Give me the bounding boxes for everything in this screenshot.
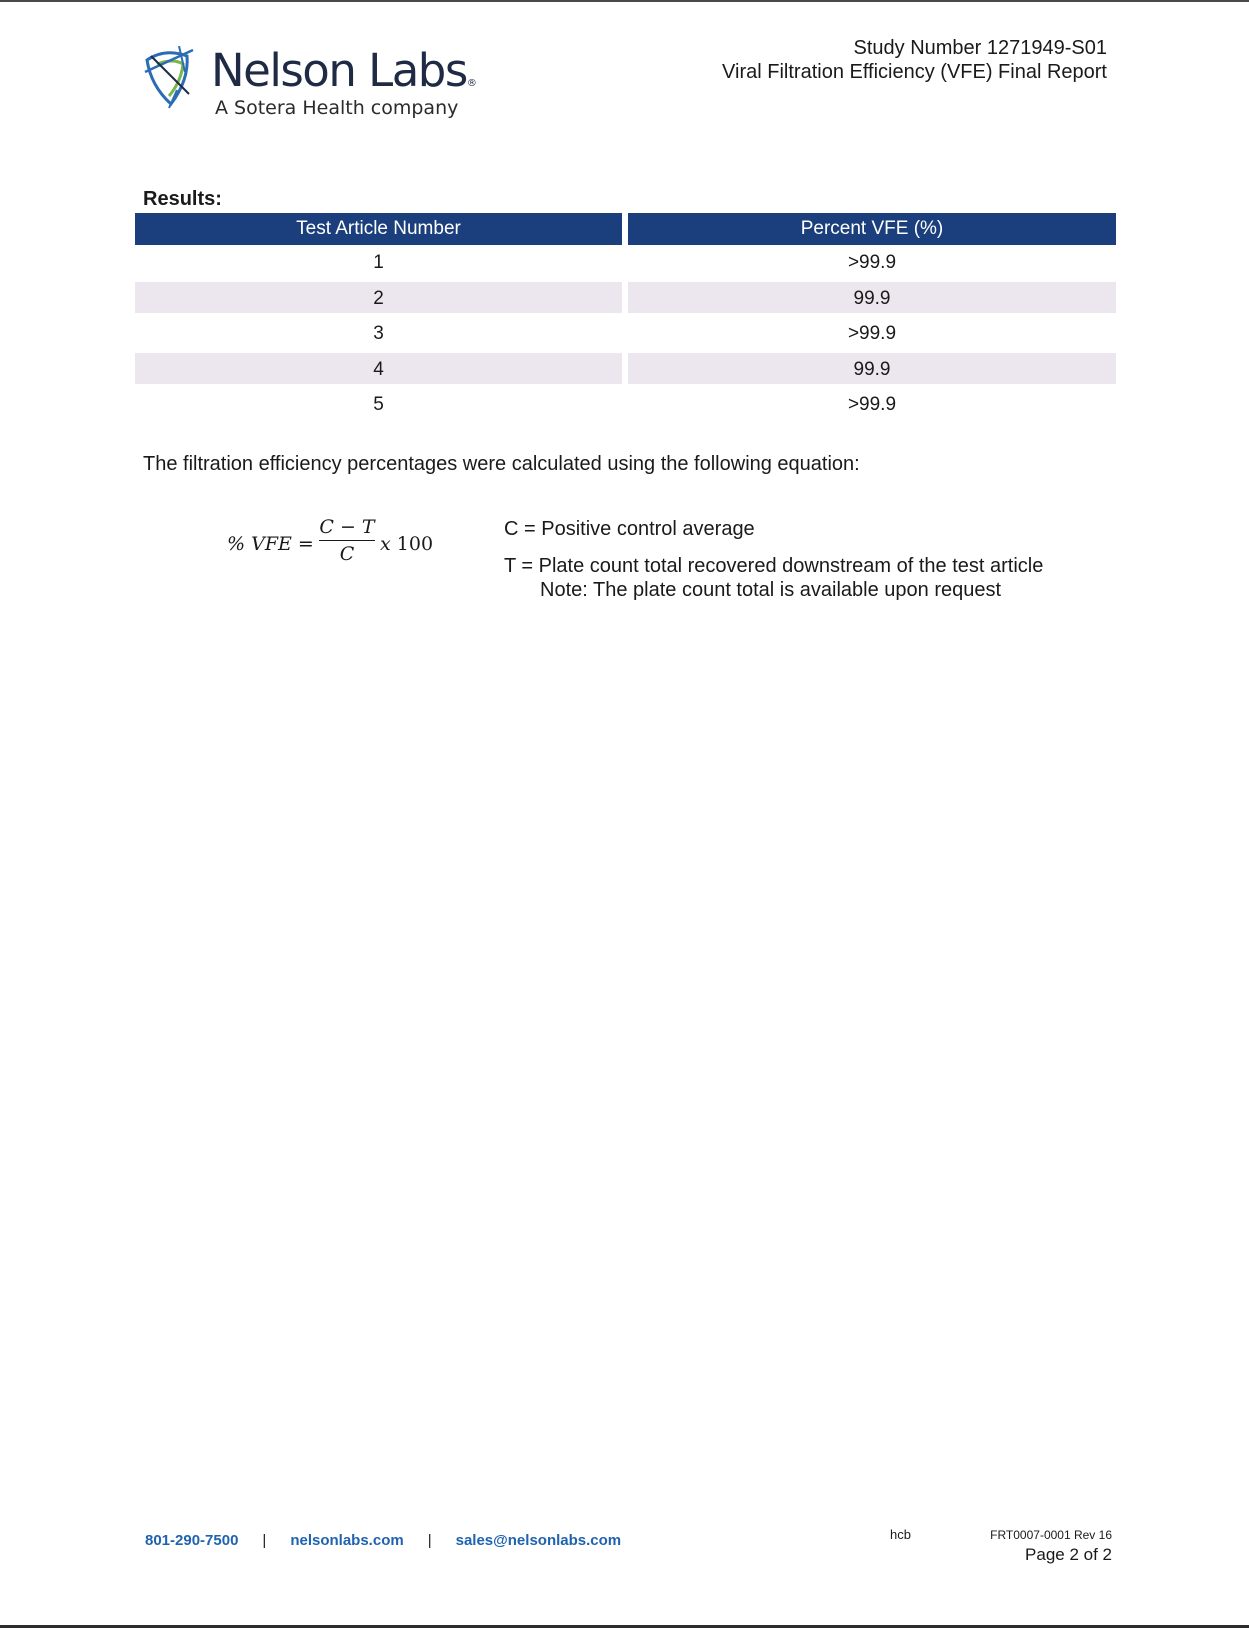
equation-denominator: C [339, 543, 355, 565]
fraction-bar [319, 540, 375, 541]
company-logo [143, 42, 477, 122]
logo-wordmark: Nelson Labs® [211, 44, 477, 97]
author-initials: hcb [890, 1527, 911, 1542]
footer-website-link[interactable]: nelsonlabs.com [290, 1532, 404, 1549]
equation-fraction [319, 515, 375, 565]
test-article-number: 2 [135, 282, 622, 313]
multiplier-value: 100 [396, 533, 434, 555]
test-article-number: 5 [373, 394, 384, 415]
equation-rhs [380, 533, 433, 555]
column-header-test-article: Test Article Number [135, 213, 622, 245]
results-table [135, 213, 1116, 423]
nelson-labs-shield-icon [143, 46, 205, 112]
definition-t: T = Plate count total recovered downstream of the test article [504, 555, 1044, 577]
test-article-number: 4 [135, 353, 622, 384]
table-row [135, 281, 1116, 317]
percent-vfe-value: >99.9 [847, 252, 897, 273]
study-number: Study Number 1271949-S01 [853, 37, 1107, 59]
percent-vfe-value: >99.9 [847, 323, 897, 344]
column-header-percent-vfe: Percent VFE (%) [628, 213, 1116, 245]
page-number: Page 2 of 2 [1025, 1545, 1112, 1564]
footer-email-link[interactable]: sales@nelsonlabs.com [455, 1532, 622, 1549]
report-heading [722, 36, 1107, 84]
results-heading: Results: [143, 188, 222, 210]
percent-vfe-value: 99.9 [628, 353, 1116, 384]
equation-lhs: % VFE = [227, 533, 314, 555]
multiply-symbol: x [380, 533, 391, 555]
definition-c: C = Positive control average [504, 518, 755, 540]
table-row [135, 245, 1116, 281]
percent-vfe-value: >99.9 [847, 394, 897, 415]
report-title: Viral Filtration Efficiency (VFE) Final Report [722, 61, 1107, 83]
percent-vfe-value: 99.9 [628, 282, 1116, 313]
logo-tagline: A Sotera Health company [215, 97, 459, 119]
footer-separator: | [427, 1532, 432, 1549]
scan-edge-top [0, 0, 1249, 2]
footer-separator: | [262, 1532, 267, 1549]
table-row [135, 316, 1116, 352]
footer-phone[interactable]: 801-290-7500 [145, 1532, 239, 1549]
vfe-equation [227, 515, 447, 575]
footer-contact [145, 1530, 621, 1552]
form-id: FRT0007-0001 Rev 16 [990, 1528, 1112, 1542]
test-article-number: 3 [373, 323, 384, 344]
test-article-number: 1 [373, 252, 384, 273]
table-header-row [135, 213, 1116, 245]
table-row [135, 352, 1116, 388]
table-row [135, 387, 1116, 423]
scan-edge-bottom [0, 1625, 1249, 1628]
definition-note: Note: The plate count total is available upon request [540, 579, 1002, 601]
equation-numerator: C − T [319, 516, 375, 538]
equation-intro: The filtration efficiency percentages were calculated using the following equation: [143, 453, 860, 475]
